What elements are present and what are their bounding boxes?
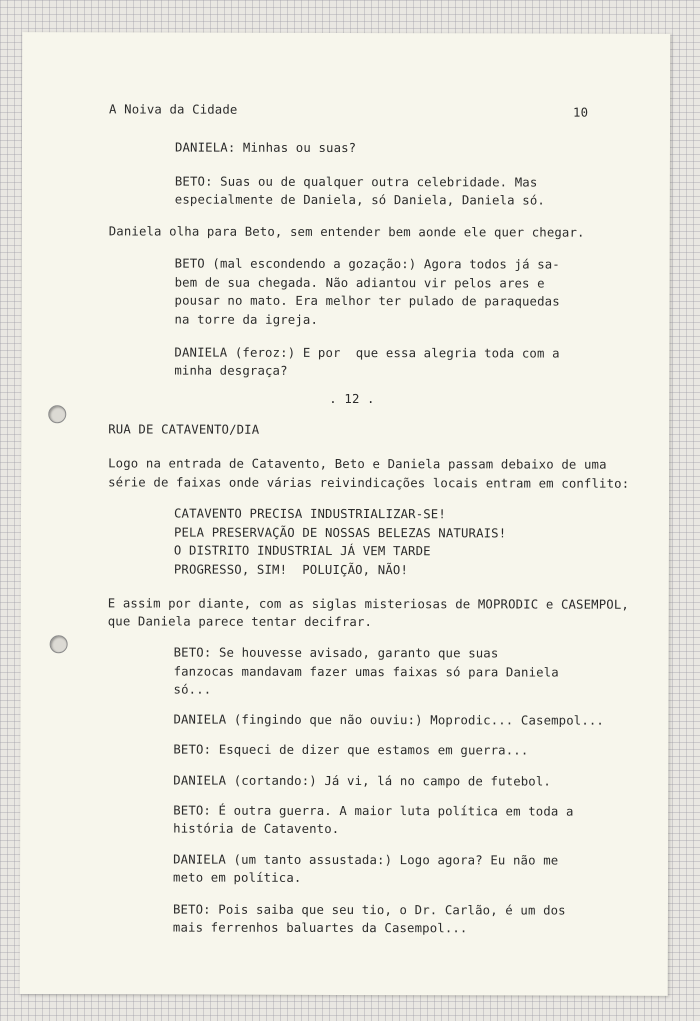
dialogue-line: DANIELA: Minhas ou suas? [174, 140, 357, 156]
dialogue-line: na torre da igreja. [174, 312, 319, 327]
dialogue-line: DANIELA (um tanto assustada:) Logo agora? Eu não me [173, 852, 559, 868]
action-line: que Daniela parece tentar decifrar. [107, 614, 373, 630]
dialogue-line: BETO (mal escondendo a gozação:) Agora todos já sa- [174, 256, 560, 272]
scene-heading: RUA DE CATAVENTO/DIA [108, 422, 260, 437]
page-number: 10 [573, 105, 589, 120]
script-title: A Noiva da Cidade [109, 102, 238, 117]
punch-hole [50, 635, 68, 653]
punch-hole [48, 405, 66, 423]
dialogue-line: história de Catavento. [173, 821, 340, 836]
dialogue-line: pousar no mato. Era melhor ter pulado de paraquedas [174, 293, 560, 309]
dialogue-line: BETO: Se houvesse avisado, garanto que suas [173, 645, 499, 661]
dialogue-line: bem de sua chegada. Não adiantou vir pelos ares e [174, 275, 545, 291]
action-line: Daniela olha para Beto, sem entender bem aonde ele quer chegar. [108, 224, 585, 240]
dialogue-line: especialmente de Daniela, só Daniela, Daniela só. [174, 192, 545, 208]
dialogue-line: meto em política. [173, 870, 302, 885]
action-line: Logo na entrada de Catavento, Beto e Daniela passam debaixo de uma [108, 456, 607, 472]
dialogue-line: DANIELA (fingindo que não ouviu:) Moprodic... Casempol... [173, 712, 605, 728]
dialogue-line: fanzocas mandavam fazer umas faixas só para Daniela [173, 664, 559, 680]
banner-text: PROGRESSO, SIM! POLUIÇÃO, NÃO! [173, 562, 409, 578]
banner-text: PELA PRESERVAÇÃO DE NOSSAS BELEZAS NATURAIS! [173, 525, 507, 541]
banner-text: O DISTRITO INDUSTRIAL JÁ VEM TARDE [173, 543, 431, 559]
action-line: série de faixas onde várias reivindicações locais entram em conflito: [108, 475, 630, 491]
dialogue-line: BETO: Esqueci de dizer que estamos em guerra... [173, 742, 529, 758]
typewritten-page [20, 32, 671, 996]
dialogue-line: DANIELA (feroz:) E por que essa alegria toda com a [174, 345, 560, 361]
dialogue-line: só... [173, 682, 212, 697]
dialogue-line: BETO: Suas ou de qualquer outra celebridade. Mas [174, 174, 538, 190]
dialogue-line: BETO: É outra guerra. A maior luta política em toda a [173, 803, 574, 819]
dialogue-line: mais ferrenhos baluartes da Casempol... [172, 920, 468, 936]
scene-number: . 12 . [329, 391, 375, 407]
dialogue-line: BETO: Pois saiba que seu tio, o Dr. Carlão, é um dos [172, 902, 566, 918]
action-line: E assim por diante, com as siglas misteriosas de MOPRODIC e CASEMPOL, [107, 596, 629, 612]
dialogue-line: DANIELA (cortando:) Já vi, lá no campo de futebol. [173, 773, 551, 789]
banner-text: CATAVENTO PRECISA INDUSTRIALIZAR-SE! [173, 506, 446, 522]
dialogue-line: minha desgraça? [174, 363, 288, 378]
